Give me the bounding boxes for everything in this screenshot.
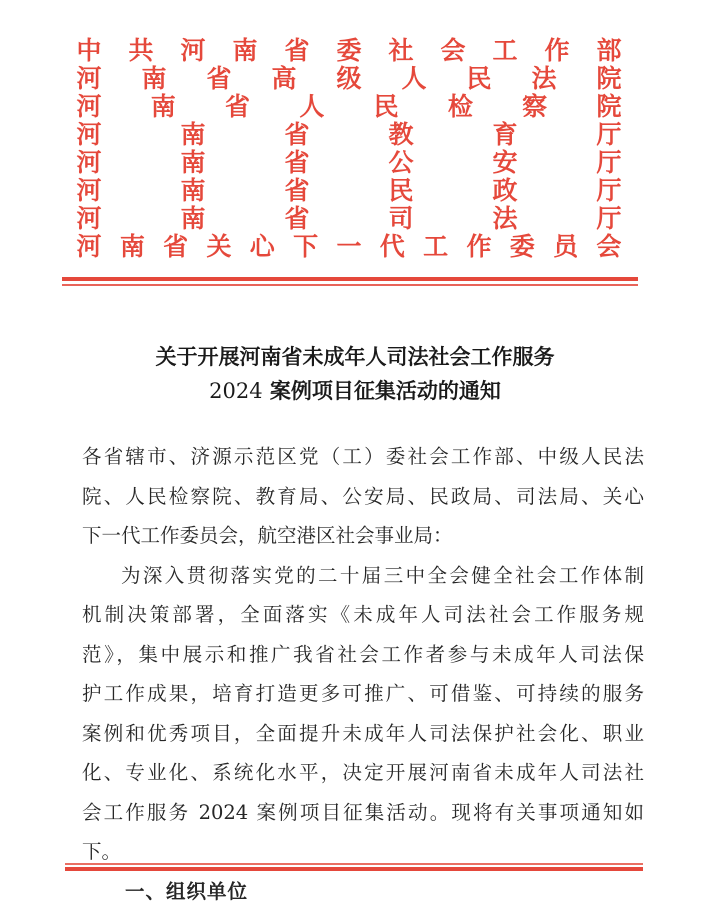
issuer-char: 省	[284, 149, 310, 177]
issuer-row	[76, 65, 622, 93]
issuer-char: 法	[492, 205, 518, 233]
issuer-row	[76, 37, 622, 65]
issuer-char: 河	[76, 177, 102, 205]
paragraph-line: 护工作成果，培育打造更多可推广、可借鉴、可持续的服务	[82, 674, 644, 714]
issuer-row	[76, 205, 622, 233]
issuer-char: 察	[522, 93, 548, 121]
issuer-char: 省	[284, 121, 310, 149]
issuer-char: 委	[509, 233, 535, 261]
issuer-row	[76, 233, 622, 261]
issuer-char: 政	[492, 177, 518, 205]
issuer-char: 院	[596, 65, 622, 93]
issuer-char: 高	[271, 65, 297, 93]
issuer-char: 人	[401, 65, 427, 93]
title-year: 2024	[209, 379, 262, 403]
title-line-1: 关于开展河南省未成年人司法社会工作服务	[0, 340, 710, 374]
issuer-char: 人	[299, 93, 325, 121]
issuer-char: 检	[447, 93, 473, 121]
issuer-char: 厅	[596, 149, 622, 177]
addressee-line: 院、人民检察院、教育局、公安局、民政局、司法局、关心	[82, 477, 644, 517]
issuer-char: 民	[466, 65, 492, 93]
issuer-char: 省	[284, 205, 310, 233]
title-line-2-text: 案例项目征集活动的通知	[270, 379, 501, 403]
issuer-row	[76, 149, 622, 177]
issuer-char: 代	[379, 233, 405, 261]
issuer-char: 工	[423, 233, 449, 261]
issuer-char: 作	[466, 233, 492, 261]
section-heading: 一、组织单位	[82, 872, 644, 911]
addressee-line: 各省辖市、济源示范区党（工）委社会工作部、中级人民法	[82, 437, 644, 477]
issuer-char: 省	[284, 177, 310, 205]
issuer-char: 中	[76, 37, 102, 65]
issuer-char: 河	[76, 121, 102, 149]
issuer-char: 员	[553, 233, 579, 261]
issuer-char: 司	[388, 205, 414, 233]
paragraph-line: 范》，集中展示和推广我省社会工作者参与未成年人司法保	[82, 635, 644, 675]
red-rule-thick	[65, 867, 643, 871]
issuer-row	[76, 121, 622, 149]
issuer-char: 河	[76, 149, 102, 177]
issuer-char: 厅	[596, 177, 622, 205]
issuer-row	[76, 93, 622, 121]
issuer-char: 共	[128, 37, 154, 65]
paragraph-line: 为深入贯彻落实党的二十届三中全会健全社会工作体制	[82, 556, 644, 596]
issuer-char: 南	[119, 233, 145, 261]
red-rule-thin	[65, 863, 643, 865]
issuer-char: 院	[596, 93, 622, 121]
issuer-char: 工	[492, 37, 518, 65]
issuer-char: 级	[336, 65, 362, 93]
document-body	[82, 437, 644, 911]
issuer-char: 部	[596, 37, 622, 65]
issuer-char: 下	[293, 233, 319, 261]
document-title	[0, 340, 710, 408]
issuing-authorities-header	[76, 37, 622, 261]
issuer-char: 作	[544, 37, 570, 65]
issuer-char: 南	[232, 37, 258, 65]
red-rule-thick	[62, 277, 638, 281]
title-line-2	[0, 374, 710, 408]
issuer-char: 南	[180, 177, 206, 205]
issuer-char: 省	[163, 233, 189, 261]
addressee-line: 下一代工作委员会，航空港区社会事业局：	[82, 516, 644, 556]
paragraph-line: 会工作服务 2024 案例项目征集活动。现将有关事项通知如	[82, 793, 644, 833]
issuer-char: 省	[206, 65, 232, 93]
issuer-char: 法	[531, 65, 557, 93]
issuer-char: 省	[284, 37, 310, 65]
issuer-char: 河	[76, 233, 102, 261]
issuer-char: 教	[388, 121, 414, 149]
issuer-char: 安	[492, 149, 518, 177]
issuer-char: 公	[388, 149, 414, 177]
issuer-char: 南	[180, 121, 206, 149]
issuer-char: 南	[141, 65, 167, 93]
issuer-char: 厅	[596, 121, 622, 149]
paragraph-line: 机制决策部署，全面落实《未成年人司法社会工作服务规	[82, 595, 644, 635]
red-rule-thin	[62, 284, 638, 286]
issuer-char: 南	[180, 149, 206, 177]
issuer-char: 育	[492, 121, 518, 149]
issuer-char: 心	[249, 233, 275, 261]
issuer-char: 河	[76, 93, 102, 121]
paragraph-line: 案例和优秀项目，全面提升未成年人司法保护社会化、职业	[82, 714, 644, 754]
issuer-char: 省	[225, 93, 251, 121]
issuer-char: 南	[180, 205, 206, 233]
issuer-char: 社	[388, 37, 414, 65]
issuer-char: 会	[440, 37, 466, 65]
issuer-char: 关	[206, 233, 232, 261]
issuer-char: 河	[76, 205, 102, 233]
issuer-char: 厅	[596, 205, 622, 233]
issuer-char: 河	[180, 37, 206, 65]
issuer-char: 一	[336, 233, 362, 261]
issuer-char: 河	[76, 65, 102, 93]
issuer-char: 民	[373, 93, 399, 121]
issuer-row	[76, 177, 622, 205]
paragraph-line: 下。	[82, 832, 644, 872]
paragraph-line: 化、专业化、系统化水平，决定开展河南省未成年人司法社	[82, 753, 644, 793]
issuer-char: 南	[150, 93, 176, 121]
issuer-char: 民	[388, 177, 414, 205]
issuer-char: 委	[336, 37, 362, 65]
issuer-char: 会	[596, 233, 622, 261]
